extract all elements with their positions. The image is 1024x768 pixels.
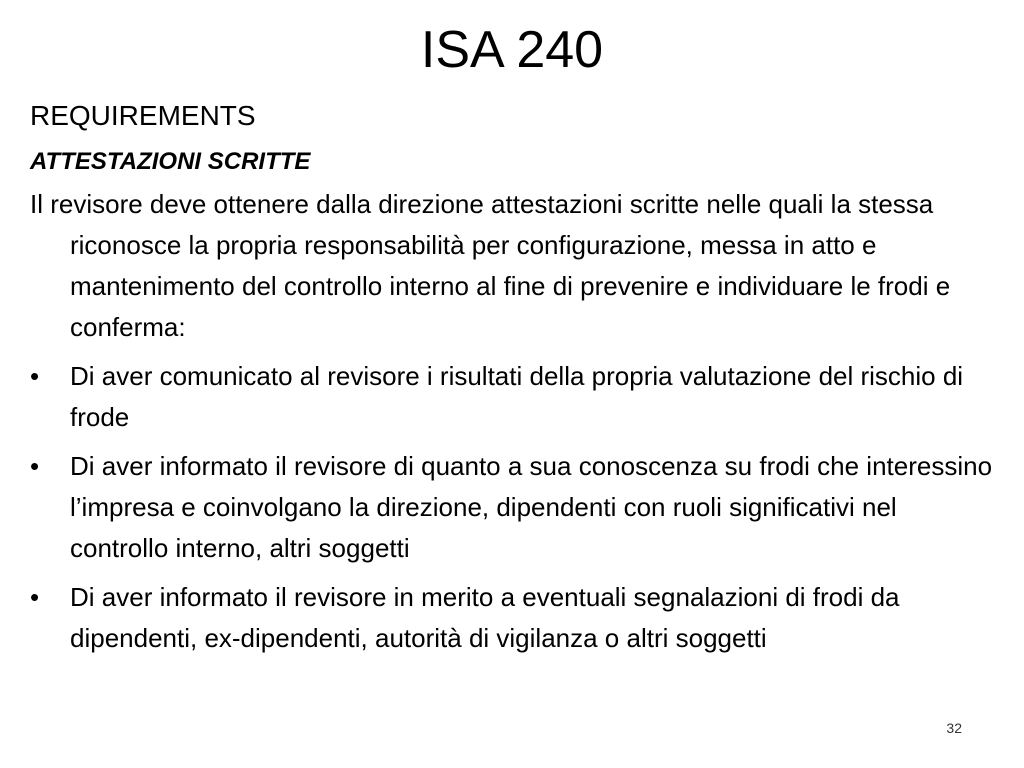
bullet-item [30, 446, 1000, 569]
bullet-icon: • [30, 361, 40, 391]
section-heading: REQUIREMENTS [30, 100, 256, 131]
bullet-text: Di aver comunicato al revisore i risultati della propria valutazione del rischio di frode [70, 361, 964, 432]
bullet-text: Di aver informato il revisore di quanto a sua conoscenza su frodi che interessino l’impresa e coinvolgano la direzione, dipendenti con ruoli significativi nel controllo interno, altri soggetti [70, 451, 993, 563]
bullet-icon: • [30, 451, 40, 481]
section-subheading: ATTESTAZIONI SCRITTE [30, 148, 311, 175]
bullet-list [30, 356, 1000, 659]
slide-content [30, 94, 1000, 667]
slide-title: ISA 240 [420, 21, 604, 79]
bullet-icon: • [30, 582, 40, 612]
page-number: 32 [946, 720, 962, 736]
intro-paragraph: Il revisore deve ottenere dalla direzione attestazioni scritte nelle quali la stessa riconosce la propria responsabilità per configurazione, messa in atto e mantenimento del controllo interno al fine di prevenire e individuare le frodi e conferma: [30, 189, 951, 342]
bullet-text: Di aver informato il revisore in merito a eventuali segnalazioni di frodi da dipendenti, ex-dipendenti, autorità di vigilanza o altri soggetti [70, 582, 900, 653]
bullet-item [30, 577, 1000, 659]
bullet-item [30, 356, 1000, 438]
